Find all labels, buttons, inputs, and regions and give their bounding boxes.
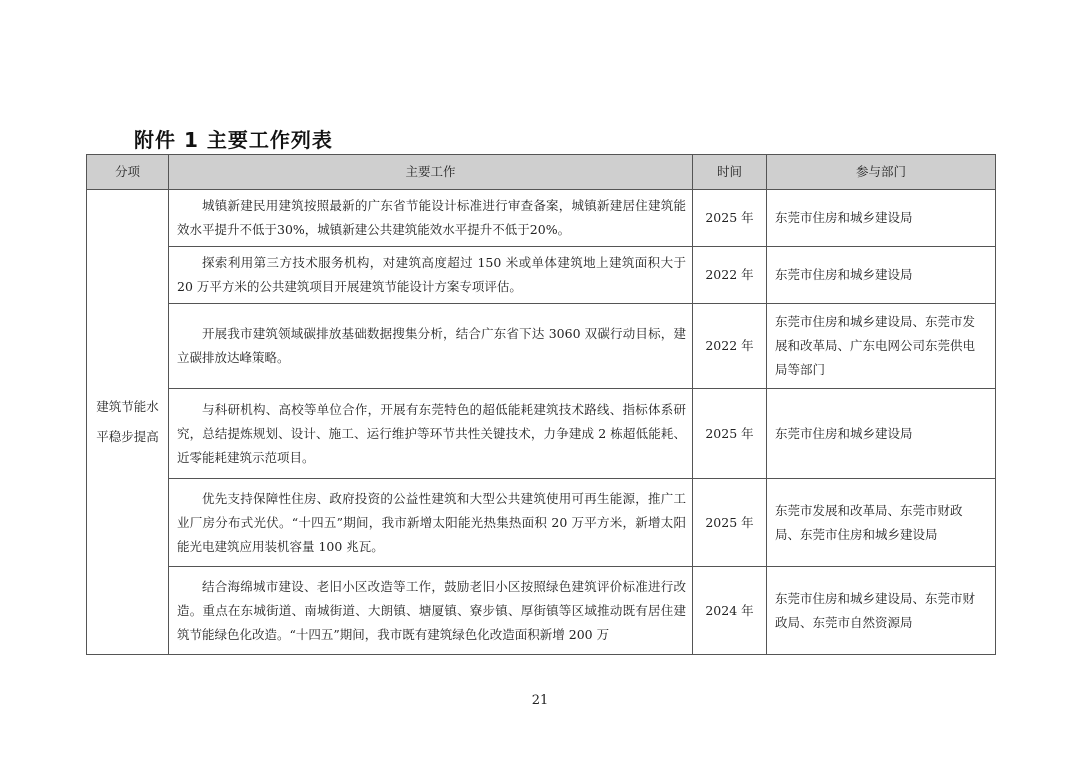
table-row xyxy=(87,304,996,389)
table-header-row xyxy=(87,155,996,190)
work-cell: 结合海绵城市建设、老旧小区改造等工作，鼓励老旧小区按照绿色建筑评价标准进行改造。重点在东城街道、南城街道、大朗镇、塘厦镇、寮步镇、厚街镇等区域推动既有居住建筑节能绿色化改造。“十四五”期间，我市既有建筑绿色化改造面积新增 200 万 xyxy=(169,567,693,655)
time-cell: 2025 年 xyxy=(693,389,767,479)
table-row xyxy=(87,389,996,479)
dept-cell: 东莞市住房和城乡建设局、东莞市财政局、东莞市自然资源局 xyxy=(767,567,996,655)
dept-cell: 东莞市住房和城乡建设局 xyxy=(767,247,996,304)
table-row xyxy=(87,190,996,247)
work-cell: 优先支持保障性住房、政府投资的公益性建筑和大型公共建筑使用可再生能源，推广工业厂房分布式光伏。“十四五”期间，我市新增太阳能光热集热面积 20 万平方米，新增太阳能光电建筑应用装机容量 100 兆瓦。 xyxy=(169,479,693,567)
table-row xyxy=(87,567,996,655)
page-title: 附件 1 主要工作列表 xyxy=(134,128,333,152)
time-cell: 2025 年 xyxy=(693,479,767,567)
table-row xyxy=(87,479,996,567)
work-cell: 探索利用第三方技术服务机构，对建筑高度超过 150 米或单体建筑地上建筑面积大于 20 万平方米的公共建筑项目开展建筑节能设计方案专项评估。 xyxy=(169,247,693,304)
dept-cell: 东莞市住房和城乡建设局、东莞市发展和改革局、广东电网公司东莞供电局等部门 xyxy=(767,304,996,389)
category-cell: 建筑节能水平稳步提高 xyxy=(87,190,169,655)
page-number: 21 xyxy=(531,693,549,708)
time-cell: 2025 年 xyxy=(693,190,767,247)
dept-cell: 东莞市住房和城乡建设局 xyxy=(767,389,996,479)
work-cell: 与科研机构、高校等单位合作，开展有东莞特色的超低能耗建筑技术路线、指标体系研究，总结提炼规划、设计、施工、运行维护等环节共性关键技术，力争建成 2 栋超低能耗、近零能耗建筑示范项目。 xyxy=(169,389,693,479)
header-time: 时间 xyxy=(693,155,767,190)
header-main-work: 主要工作 xyxy=(169,155,693,190)
table-row xyxy=(87,247,996,304)
time-cell: 2022 年 xyxy=(693,304,767,389)
header-departments: 参与部门 xyxy=(767,155,996,190)
time-cell: 2022 年 xyxy=(693,247,767,304)
dept-cell: 东莞市发展和改革局、东莞市财政局、东莞市住房和城乡建设局 xyxy=(767,479,996,567)
work-cell: 城镇新建民用建筑按照最新的广东省节能设计标准进行审查备案，城镇新建居住建筑能效水平提升不低于30%，城镇新建公共建筑能效水平提升不低于20%。 xyxy=(169,190,693,247)
header-category: 分项 xyxy=(87,155,169,190)
time-cell: 2024 年 xyxy=(693,567,767,655)
work-cell: 开展我市建筑领域碳排放基础数据搜集分析，结合广东省下达 3060 双碳行动目标，建立碳排放达峰策略。 xyxy=(169,304,693,389)
work-table xyxy=(86,154,996,655)
dept-cell: 东莞市住房和城乡建设局 xyxy=(767,190,996,247)
